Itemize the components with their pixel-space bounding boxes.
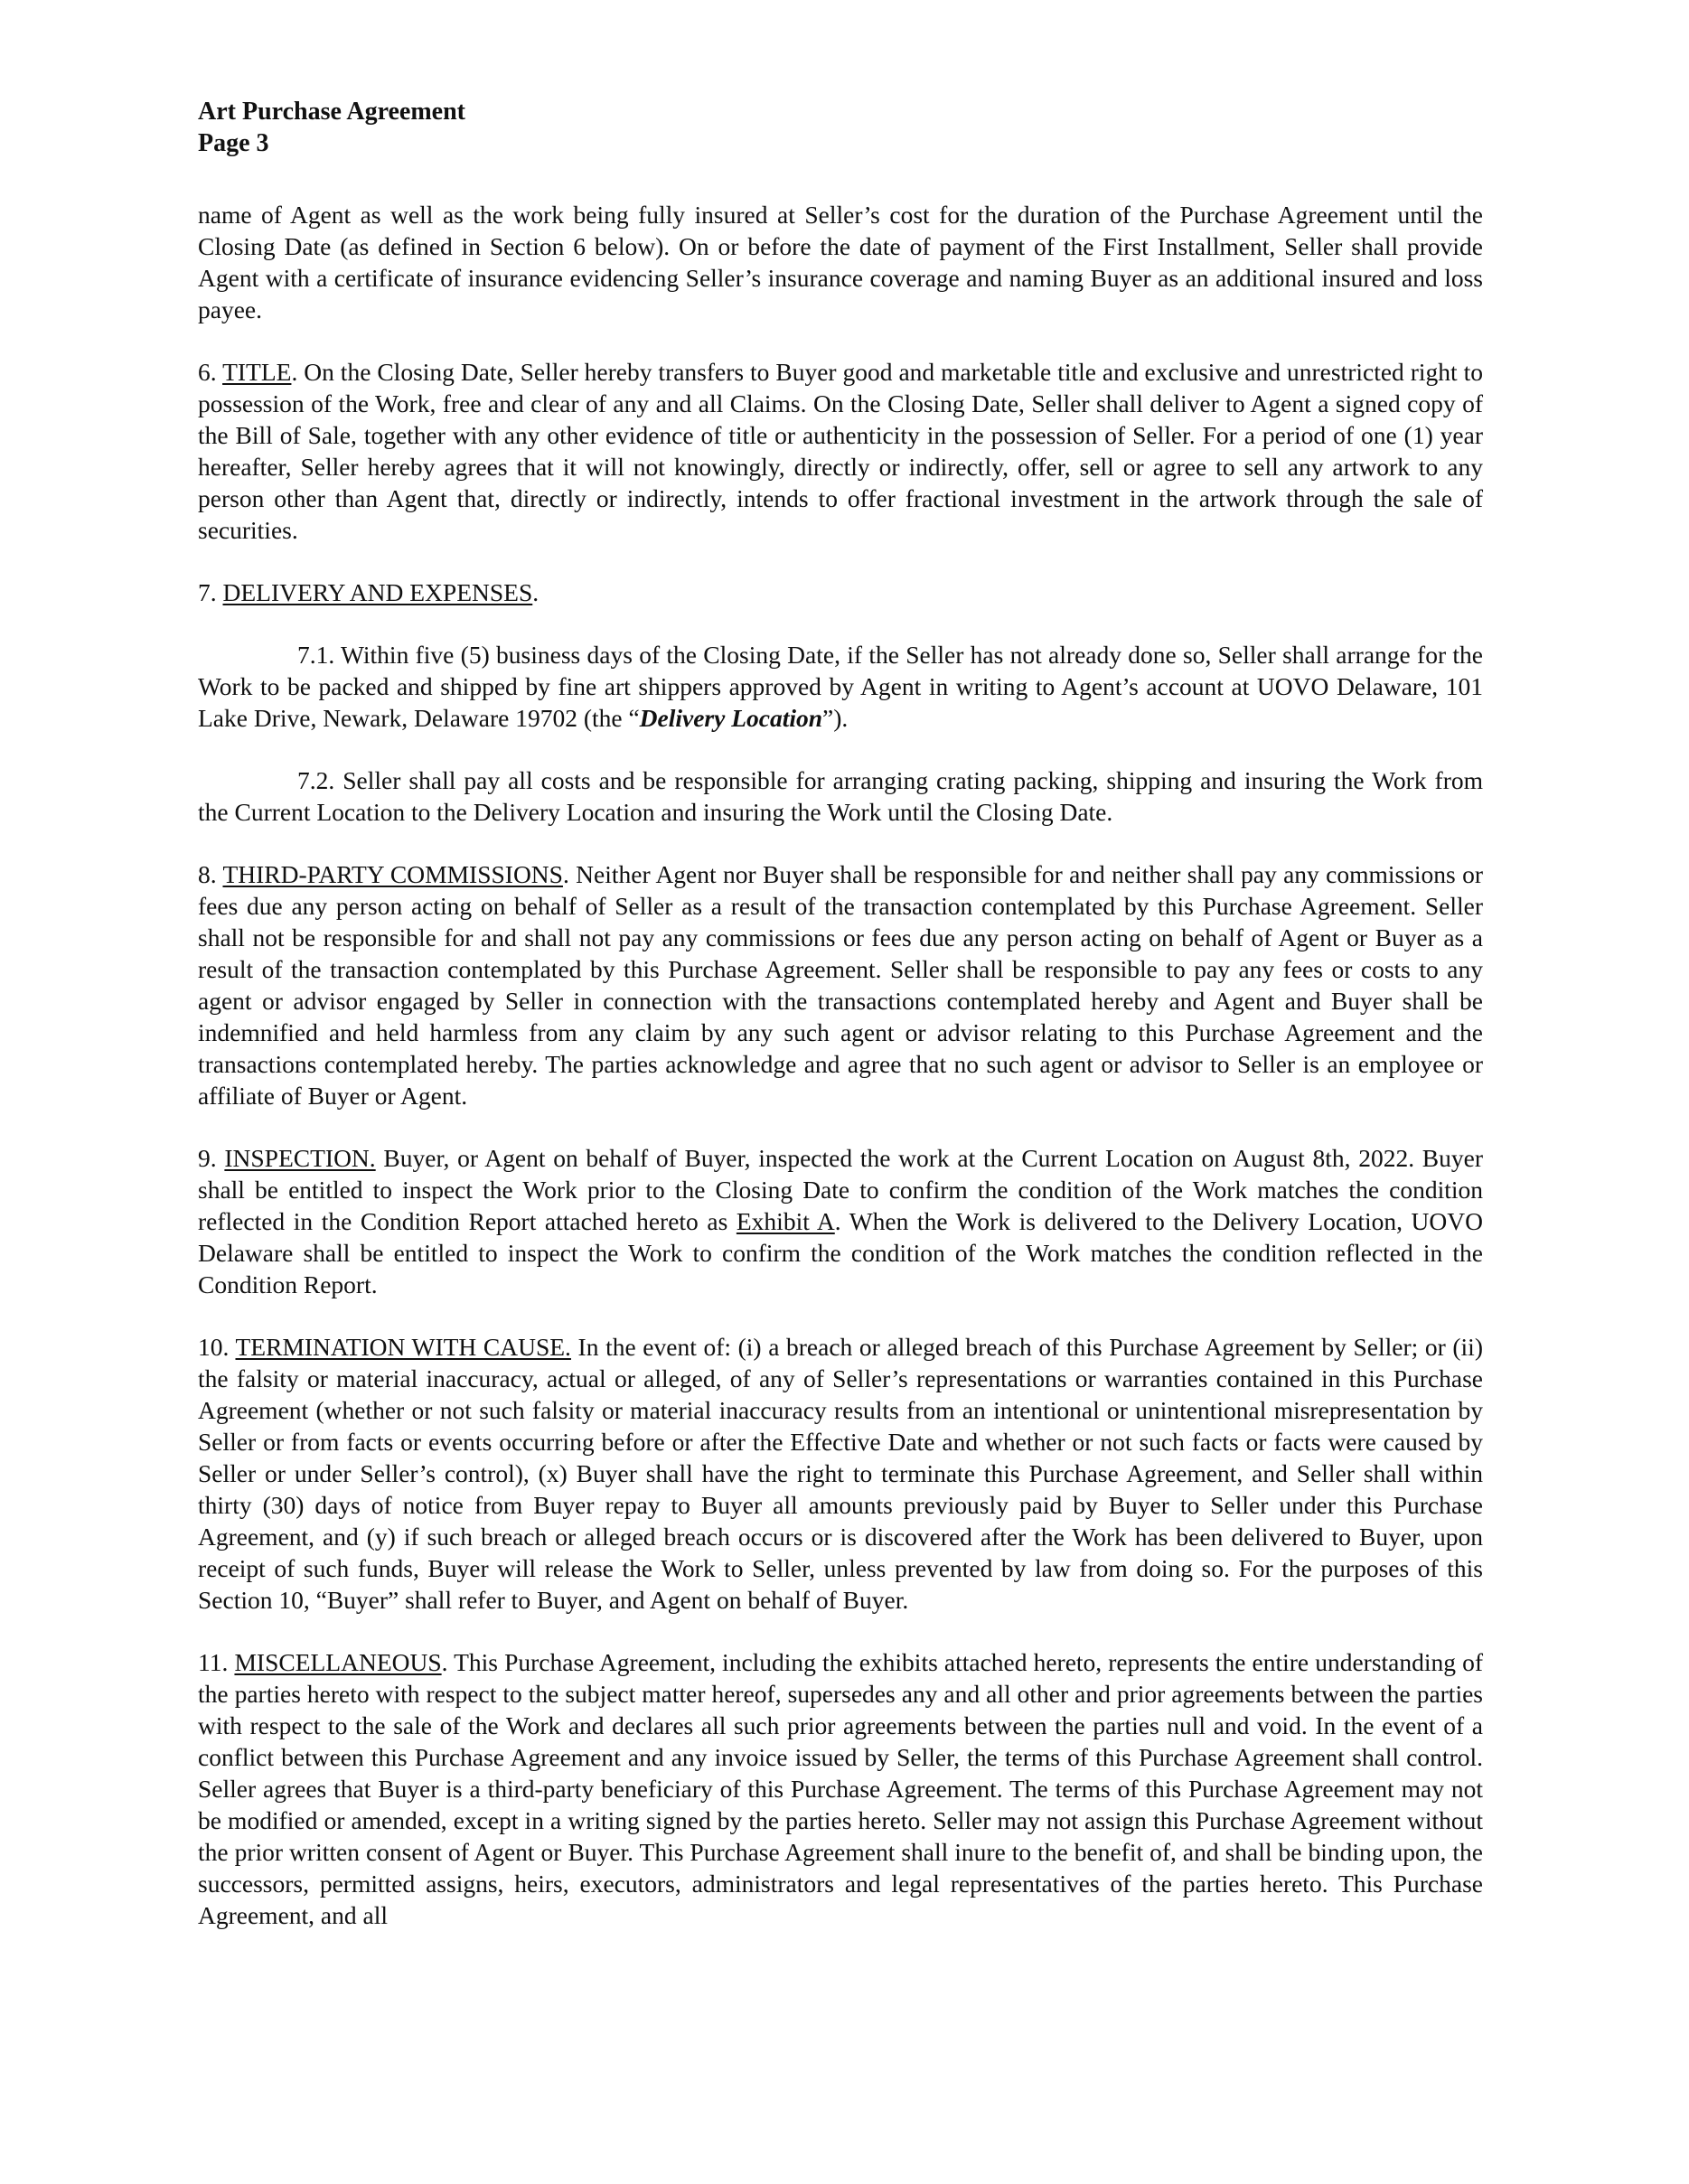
section-text: . This Purchase Agreement, including the exhibits attached hereto, represents the entire understanding of the parties hereto with respect to the subject matter hereof, supersedes any and all other and prior agreements between the parties with respect to the sale of the Work and declares all such prior agreements between the parties null and void. In the event of a conflict between this Purchase Agreement and any invoice issued by Seller, the terms of this Purchase Agreement shall control. Seller agrees that Buyer is a third-party beneficiary of this Purchase Agreement. The terms of this Purchase Agreement may not be modified or amended, except in a writing signed by the parties hereto. Seller may not assign this Purchase Agreement without the prior written consent of Agent or Buyer. This Purchase Agreement shall inure to the benefit of, and shall be binding upon, the successors, permitted assigns, heirs, executors, administrators and legal representatives of the parties hereto. This Purchase Agreement, and all: [198, 1648, 1484, 1929]
subsection-text: 7.1. Within five (5) business days of the Closing Date, if the Seller has not already done so, Seller shall arrange for the Work to be packed and shipped by fine art shippers approved by Agent in writing to Agent’s account at UOVO Delaware, 101 Lake Drive, Newark, Delaware 19702 (the “: [198, 641, 1483, 732]
section-text: . On the Closing Date, Seller hereby transfers to Buyer good and marketable title and exclusive and unrestricted right to possession of the Work, free and clear of any and all Claims. On the Closing Date, Seller shall deliver to Agent a signed copy of the Bill of Sale, together with any other evidence of title or authenticity in the possession of Seller. For a period of one (1) year hereafter, Seller hereby agrees that it will not knowingly, directly or indirectly, offer, sell or agree to sell any artwork to any person other than Agent that, directly or indirectly, intends to offer fractional investment in the artwork through the sale of securities.: [198, 358, 1483, 544]
section-heading-period: .: [532, 578, 540, 606]
section-text: In the event of: (i) a breach or alleged breach of this Purchase Agreement by Seller; or (ii) the falsity or material inaccuracy, actual or alleged, of any of Seller’s representations or warranties contained in this Purchase Agreement (whether or not such falsity or material inaccuracy results from an intentional or unintentional misrepresentation by Seller or from facts or events occurring before or after the Effective Date and whether or not such facts or facts were caused by Seller or under Seller’s control), (x) Buyer shall have the right to terminate this Purchase Agreement, and Seller shall within thirty (30) days of notice from Buyer repay to Buyer all amounts previously paid by Buyer to Seller under this Purchase Agreement, and (y) if such breach or alleged breach occurs or is discovered after the Work has been delivered to Buyer, upon receipt of such funds, Buyer will release the Work to Seller, unless prevented by law from doing so. For the purposes of this Section 10, “Buyer” shall refer to Buyer, and Agent on behalf of Buyer.: [198, 1333, 1483, 1614]
section-number: 6.: [198, 358, 223, 386]
section-10-termination-with-cause: [198, 1331, 1483, 1616]
exhibit-a-reference: Exhibit A: [736, 1207, 835, 1235]
section-heading: MISCELLANEOUS: [234, 1648, 442, 1676]
section-number: 8.: [198, 860, 223, 888]
paragraph-continued: name of Agent as well as the work being fully insured at Seller’s cost for the duration of the Purchase Agreement until the Closing Date (as defined in Section 6 below). On or before the date of payment of the First Installment, Seller shall provide Agent with a certificate of insurance evidencing Seller’s insurance coverage and naming Buyer as an additional insured and loss payee.: [198, 201, 1483, 323]
defined-term-delivery-location: Delivery Location: [639, 704, 823, 732]
section-number: 11.: [198, 1648, 235, 1676]
page-number: Page 3: [198, 129, 269, 157]
section-heading: THIRD-PARTY COMMISSIONS: [222, 860, 563, 888]
document-body: [198, 199, 1483, 1962]
subsection-text-end: ”).: [822, 704, 849, 732]
subsection-7-2: 7.2. Seller shall pay all costs and be responsible for arranging crating packing, shipping and insuring the Work from the Current Location to the Delivery Location and insuring the Work until the Closing Date.: [198, 766, 1483, 826]
section-6-title: [198, 356, 1483, 546]
section-text: Buyer, or Agent on behalf of Buyer, inspected the work at the Current Location on August 8th, 2022. Buyer shall be entitled to inspect the Work prior to the Closing Date to confirm the condition of the Work matches the condition reflected in the Condition Report attached hereto as: [198, 1144, 1484, 1235]
section-number: 7.: [198, 578, 223, 606]
section-heading: INSPECTION.: [224, 1144, 376, 1172]
section-8-third-party-commissions: [198, 858, 1483, 1111]
page-header: [198, 96, 830, 159]
document-title: Art Purchase Agreement: [198, 98, 465, 126]
section-number: 9.: [198, 1144, 225, 1172]
section-text-continued: . When the Work is delivered to the Delivery Location, UOVO Delaware shall be entitled to inspect the Work to confirm the condition of the Work matches the condition reflected in the Condition Report.: [198, 1207, 1483, 1298]
section-9-inspection: [198, 1142, 1483, 1300]
section-heading: TERMINATION WITH CAUSE.: [235, 1333, 571, 1361]
section-number: 10.: [198, 1333, 236, 1361]
section-heading: DELIVERY AND EXPENSES: [222, 578, 533, 606]
section-7-delivery-and-expenses: [198, 576, 1483, 608]
section-text: . Neither Agent nor Buyer shall be responsible for and neither shall pay any commissions or fees due any person acting on behalf of Seller as a result of the transaction contemplated by this Purchase Agreement. Seller shall not be responsible for and shall not pay any commissions or fees due any person acting on behalf of Agent or Buyer as a result of the transaction contemplated by this Purchase Agreement. Seller shall be responsible to pay any fees or costs to any agent or advisor engaged by Seller in connection with the transactions contemplated hereby and Agent and Buyer shall be indemnified and held harmless from any claim by any such agent or advisor relating to this Purchase Agreement and the transactions contemplated hereby. The parties acknowledge and agree that no such agent or advisor to Seller is an employee or affiliate of Buyer or Agent.: [198, 860, 1483, 1110]
section-11-miscellaneous: [198, 1646, 1483, 1931]
section-heading: TITLE: [222, 358, 292, 386]
subsection-7-1: [198, 639, 1483, 734]
